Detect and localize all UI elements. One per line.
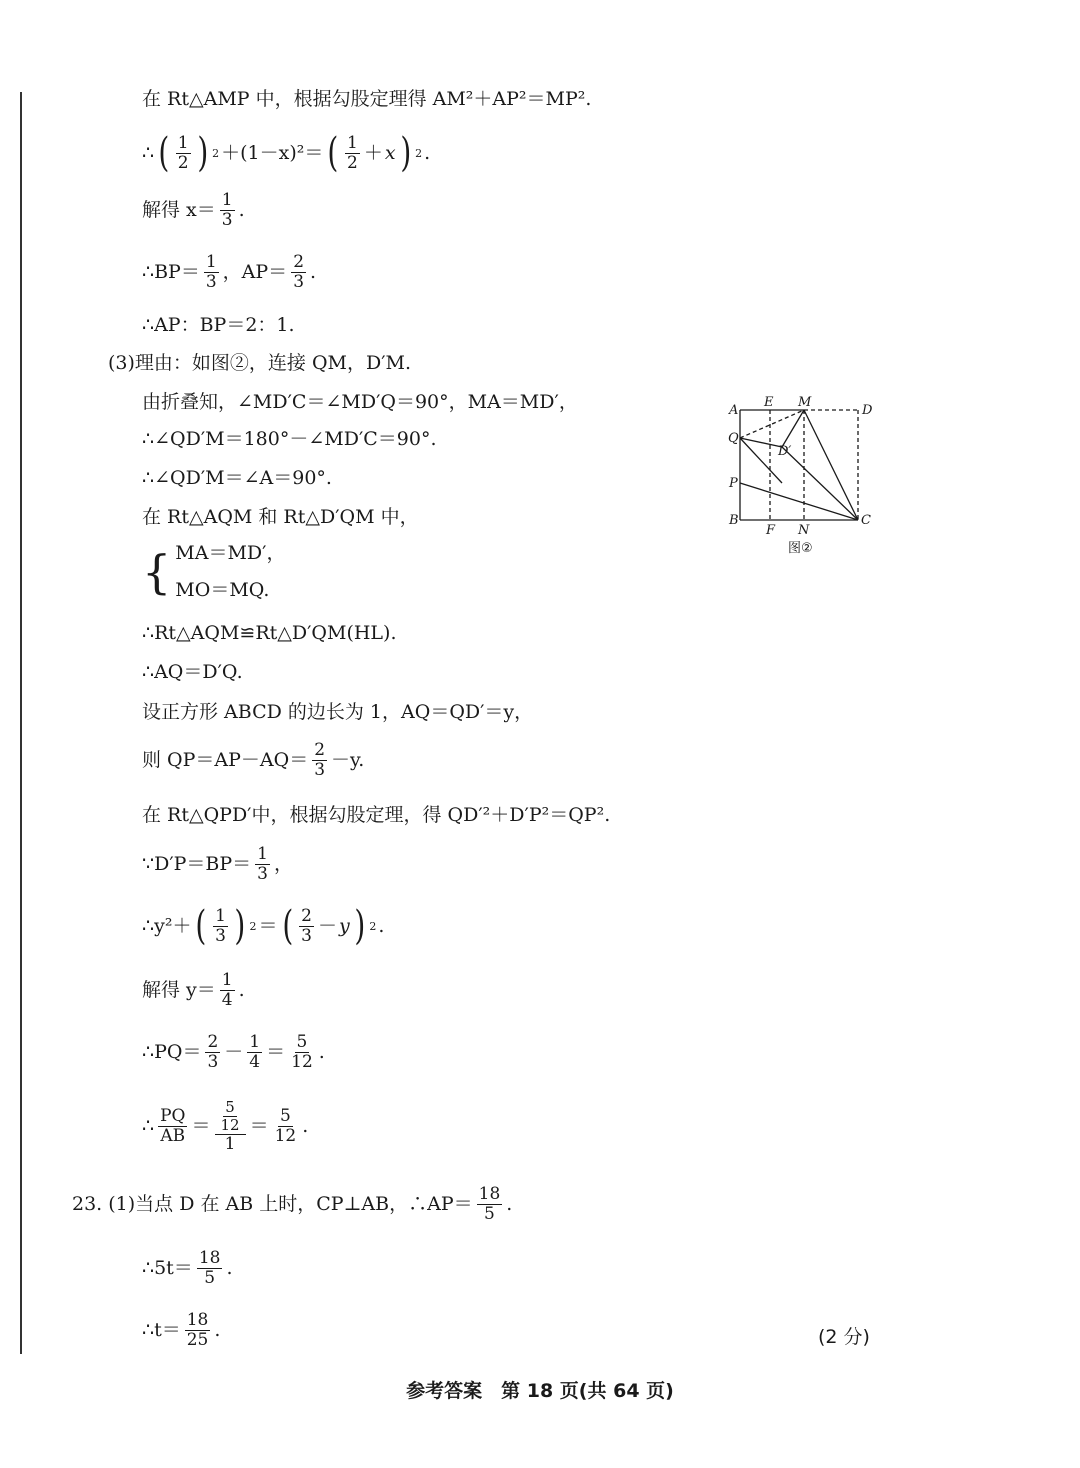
text: ∴BP＝ <box>142 261 200 283</box>
text: ∴ <box>142 1115 155 1137</box>
fraction <box>477 1186 503 1223</box>
exp: 2 <box>212 146 220 160</box>
text: 23. (1)当点 D 在 AB 上时，CP⊥AB，∴AP＝ <box>72 1193 473 1215</box>
line-4 <box>142 254 316 291</box>
paren: ) <box>354 903 365 949</box>
line-dc <box>782 447 858 520</box>
text: . <box>378 914 385 937</box>
line-5 <box>142 316 295 335</box>
den: 3 <box>205 272 217 292</box>
line-qm-dashed <box>740 410 804 438</box>
line-mc <box>804 410 858 520</box>
text: ∵D′P＝BP＝ <box>142 853 252 875</box>
paren: ( <box>158 130 170 176</box>
fraction <box>345 132 360 173</box>
den: 3 <box>257 864 268 884</box>
line-dm <box>782 410 804 447</box>
text: . <box>424 141 431 164</box>
text: － <box>317 914 337 937</box>
den: 3 <box>221 210 233 230</box>
line-13 <box>142 663 243 682</box>
text: ∴5t＝ <box>142 1257 193 1279</box>
text: 解得 x＝ <box>142 199 216 221</box>
line-17 <box>142 846 293 883</box>
text: ＝ <box>258 914 278 937</box>
brace: { <box>142 545 172 599</box>
text: . <box>238 979 245 1001</box>
den: 4 <box>249 1052 261 1072</box>
text: 设正方形 ABCD 的边长为 1，AQ＝QD′＝y， <box>142 701 534 723</box>
num: 1 <box>221 190 233 210</box>
text: 则 QP＝AP－AQ＝ <box>142 749 309 771</box>
score-label: (2 分) <box>818 1326 870 1348</box>
text: 在 Rt△AQM 和 Rt△D′QM 中， <box>142 506 419 528</box>
fraction <box>312 742 327 779</box>
text: －y. <box>331 749 365 771</box>
line-10 <box>142 508 419 527</box>
line-9 <box>142 469 332 488</box>
var: x <box>384 141 396 164</box>
num: 2 <box>314 740 326 760</box>
num: 1 <box>215 905 226 926</box>
page-footer: 参考答案 第 18 页(共 64 页) <box>406 1380 674 1402</box>
num: 18 <box>186 1310 209 1330</box>
fraction <box>255 846 270 883</box>
den: 12 <box>291 1052 313 1072</box>
label-p: P <box>729 476 738 491</box>
text: . <box>238 199 245 221</box>
text: ∴AQ＝D′Q. <box>142 661 243 683</box>
text: ∴∠QD′M＝180°－∠MD′C＝90°. <box>142 428 437 450</box>
text: ∴PQ＝ <box>142 1041 202 1063</box>
text: 在 Rt△QPD′中，根据勾股定理，得 QD′²＋D′P²＝QP². <box>142 804 611 826</box>
label-f: F <box>766 523 776 538</box>
label-c: C <box>861 513 871 528</box>
den: 3 <box>207 1052 219 1072</box>
fraction <box>299 905 314 946</box>
fraction <box>205 1034 220 1071</box>
text: MA＝MD′， <box>175 542 286 564</box>
den: 3 <box>293 272 305 292</box>
fraction <box>158 1108 187 1145</box>
label-n: N <box>798 523 810 538</box>
fraction <box>247 1034 262 1071</box>
line-3 <box>142 192 245 229</box>
text: (3)理由：如图②，连接 QM，D′M. <box>108 352 412 374</box>
den: 3 <box>301 925 312 946</box>
text: － <box>224 1041 244 1063</box>
text: . <box>318 1041 325 1063</box>
den: 12 <box>274 1126 297 1146</box>
line-7 <box>142 393 578 412</box>
complex-fraction <box>215 1100 246 1153</box>
text: ∴t＝ <box>142 1319 181 1341</box>
num: PQ <box>160 1106 186 1126</box>
var: y <box>338 914 350 937</box>
line-qp <box>740 438 782 483</box>
num: 1 <box>347 132 358 153</box>
label-m: M <box>798 395 812 410</box>
geometry-figure <box>730 392 890 562</box>
line-pc <box>740 483 858 520</box>
paren: ( <box>327 130 339 176</box>
den: 2 <box>347 152 358 173</box>
line-18 <box>142 903 385 949</box>
line-20: ∴PQ＝ $\frac{2}{3}$ － $\frac{1}{4}$ ＝ $\frac{5}{12}$ . <box>142 1032 325 1072</box>
fraction <box>176 132 191 173</box>
fraction <box>213 905 228 946</box>
den: 4 <box>221 990 233 1010</box>
label-dprime: D′ <box>778 444 792 459</box>
fraction <box>219 1100 242 1133</box>
line-6 <box>108 354 411 373</box>
text: ∴Rt△AQM≌Rt△D′QM(HL). <box>142 622 397 644</box>
num: 1 <box>257 844 268 864</box>
system <box>175 544 285 600</box>
paren: ( <box>195 903 207 949</box>
den: 5 <box>204 1268 216 1288</box>
fraction <box>220 972 235 1009</box>
num: 2 <box>293 252 305 272</box>
line-19 <box>142 972 245 1009</box>
line-11-system <box>142 544 285 600</box>
line-12 <box>142 624 397 643</box>
text: ＋ <box>363 141 383 164</box>
line-21: ∴ $\frac{PQ}{AB}$ ＝ $\frac{\frac{5}{12}}{1}$ ＝ $\frac{5}{12}$ . <box>142 1098 309 1154</box>
line-16 <box>142 806 610 825</box>
den: 5 <box>484 1204 495 1224</box>
label-a: A <box>729 403 739 418</box>
line-2 <box>142 130 431 176</box>
label-d: D <box>862 403 873 418</box>
text: 解得 y＝ <box>142 979 216 1001</box>
text: . <box>506 1193 513 1215</box>
fraction <box>289 1034 315 1071</box>
paren: ) <box>196 130 208 176</box>
den: 25 <box>186 1330 209 1350</box>
den: 2 <box>177 152 189 173</box>
fraction <box>273 1108 299 1145</box>
text: ＋(1－x)²＝ <box>221 141 324 164</box>
figure-caption: 图② <box>788 541 813 556</box>
margin-line <box>20 92 22 1354</box>
text: ， <box>274 853 294 875</box>
fraction <box>291 254 306 291</box>
text: . <box>302 1115 309 1137</box>
num: 2 <box>301 905 312 926</box>
label-q: Q <box>728 431 739 446</box>
paren: ( <box>281 903 293 949</box>
text: . <box>310 261 317 283</box>
fraction <box>220 192 235 229</box>
num: 1 <box>249 1032 261 1052</box>
text: . <box>214 1319 221 1341</box>
fraction <box>197 1250 223 1287</box>
fraction <box>185 1312 211 1349</box>
text: ∴ <box>142 141 155 164</box>
exp: 2 <box>415 146 423 160</box>
text: ∴AP：BP＝2：1. <box>142 314 295 336</box>
num: 2 <box>207 1032 219 1052</box>
paren: ) <box>234 903 246 949</box>
line-14 <box>142 703 533 722</box>
fraction <box>204 254 219 291</box>
line-23 <box>142 1250 233 1287</box>
label-e: E <box>764 395 774 410</box>
line-22 <box>72 1186 512 1223</box>
text: . <box>226 1257 233 1279</box>
line-15 <box>142 742 364 779</box>
line-24 <box>142 1312 220 1349</box>
line-1 <box>142 90 591 109</box>
num: 1 <box>221 970 233 990</box>
den: 3 <box>314 760 326 780</box>
text: 在 Rt△AMP 中，根据勾股定理得 AM²＋AP²＝MP². <box>142 88 592 110</box>
num <box>215 1100 246 1135</box>
num: 5 <box>296 1032 308 1052</box>
den: AB <box>160 1126 186 1146</box>
num: 5 <box>280 1106 291 1126</box>
num: 18 <box>478 1184 501 1204</box>
den: 12 <box>220 1116 240 1134</box>
label-b: B <box>729 513 739 528</box>
exp: 2 <box>249 919 257 933</box>
line-8 <box>142 430 437 449</box>
text: ，AP＝ <box>222 261 288 283</box>
den: 3 <box>215 925 226 946</box>
exp: 2 <box>369 919 377 933</box>
text: ∴y²＋ <box>142 914 192 937</box>
num: 1 <box>177 132 189 153</box>
den: 1 <box>224 1134 236 1154</box>
num: 5 <box>225 1098 235 1116</box>
num: 1 <box>205 252 217 272</box>
text: ∴∠QD′M＝∠A＝90°. <box>142 467 332 489</box>
text: 由折叠知，∠MD′C＝∠MD′Q＝90°，MA＝MD′， <box>142 391 578 413</box>
num: 18 <box>198 1248 221 1268</box>
text: MO＝MQ. <box>175 579 270 601</box>
paren: ) <box>399 130 411 176</box>
